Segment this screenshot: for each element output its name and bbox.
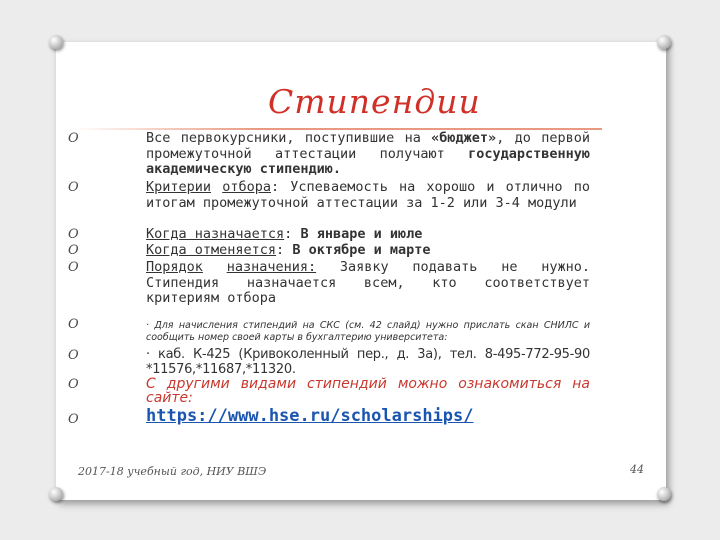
item-underlined: Когда отменяется bbox=[146, 242, 277, 258]
pushpin-icon bbox=[49, 35, 63, 49]
item-text bbox=[203, 259, 227, 275]
pushpin-icon bbox=[49, 487, 63, 501]
scholarships-link[interactable]: https://www.hse.ru/scholarships/ bbox=[146, 406, 474, 426]
pushpin-icon bbox=[657, 487, 671, 501]
slide-footer: 2017-18 учебный год, НИУ ВШЭ bbox=[78, 465, 267, 478]
bullet-icon: O bbox=[68, 377, 79, 392]
page-number: 44 bbox=[630, 463, 644, 476]
item-text: : bbox=[284, 226, 301, 242]
bullet-icon: O bbox=[68, 412, 79, 427]
item-text: Заявку подавать не нужно. Стипендия назначается всем, кто соответствует критериям отбора bbox=[146, 259, 590, 306]
item-text bbox=[211, 179, 222, 195]
item-emphasis: «бюджет» bbox=[431, 130, 497, 146]
item-emphasis: государственную академическую стипендию. bbox=[146, 145, 590, 177]
list-item-note-red: С другими видами стипендий можно ознакомиться на сайте: bbox=[146, 376, 590, 406]
list-item bbox=[146, 227, 590, 243]
item-underlined: Порядок bbox=[146, 259, 203, 275]
bullet-icon: O bbox=[68, 227, 79, 242]
item-underlined: Когда назначается bbox=[146, 226, 285, 242]
item-underlined: назначения: bbox=[226, 259, 317, 275]
list-item bbox=[146, 260, 590, 307]
bullet-icon: O bbox=[68, 348, 79, 363]
item-text: : bbox=[276, 242, 293, 258]
pushpin-icon bbox=[657, 35, 671, 49]
bullet-icon: O bbox=[68, 131, 79, 146]
item-text: : Успеваемость на хорошо и отлично по итогам промежуточной аттестации за 1-2 или 3-4 модули bbox=[146, 179, 590, 211]
slide-title: Стипендии bbox=[268, 82, 481, 121]
list-item bbox=[146, 243, 590, 259]
bullet-icon: O bbox=[68, 260, 79, 275]
item-underlined: Критерии bbox=[146, 179, 212, 195]
bullet-icon: O bbox=[68, 180, 79, 195]
list-item-contact: · каб. К-425 (Кривоколенный пер., д. 3а), тел. 8-495-772-95-90 *11576,*11687,*11320. bbox=[146, 347, 590, 377]
item-underlined: отбора bbox=[222, 179, 271, 195]
list-item-note: · Для начисления стипендий на СКС (см. 42 слайд) нужно прислать скан СНИЛС и сообщить номер своей карты в бухгалтерию университета: bbox=[146, 320, 590, 343]
list-item bbox=[146, 180, 590, 211]
list-item bbox=[146, 131, 590, 178]
list-item-link bbox=[146, 406, 590, 426]
item-emphasis: В январе и июле bbox=[300, 226, 423, 242]
item-text: Все первокурсники, поступившие на bbox=[146, 130, 432, 146]
bullet-icon: O bbox=[68, 243, 79, 258]
item-text: , до первой промежуточной аттестации получают bbox=[146, 130, 590, 162]
item-emphasis: В октябре и марте bbox=[292, 242, 431, 258]
bullet-icon: O bbox=[68, 317, 79, 332]
